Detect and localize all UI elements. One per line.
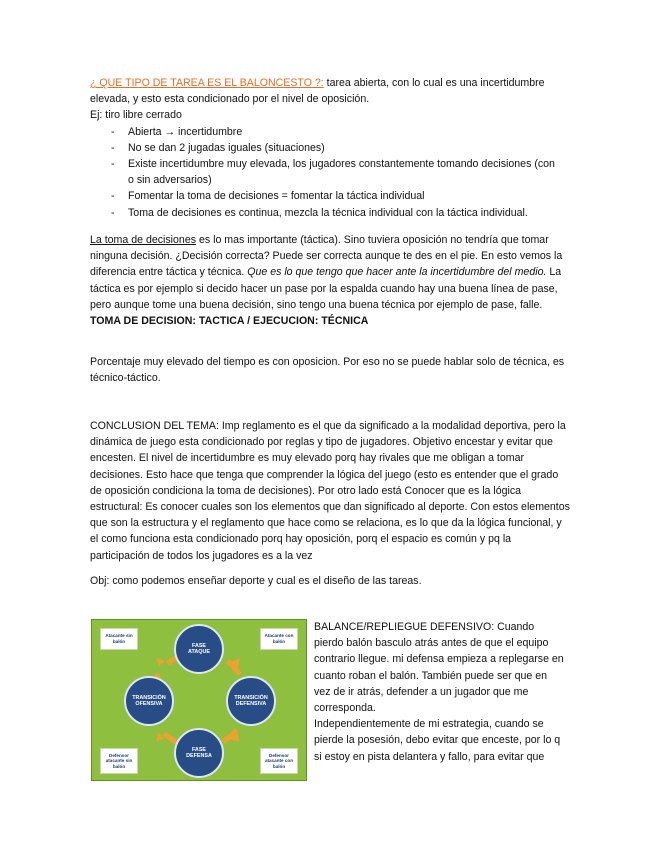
phase-attack-label: FASE ATAQUE (188, 642, 210, 655)
phase-defensive-transition-label: TRANSICIÓN DEFENSIVA (234, 694, 268, 707)
decision-text-a: es lo mas importante (táctica). Sino tuviera oposición no tendría que tomar ninguna decisión. ¿Decisión correcta? Puede ser correcta aunque te des en el pie. En esto vemos la diferencia entre táctica y técnica. (90, 234, 563, 279)
list-item: - No se dan 2 jugadas iguales (situaciones) (90, 140, 570, 156)
balance-section (314, 619, 564, 765)
phase-defensive-transition (226, 676, 276, 726)
phase-defense (174, 728, 224, 778)
list-item: - Abierta → incertidumbre (90, 124, 570, 140)
arrow-head-icon (156, 658, 165, 666)
phase-offensive-transition-label: TRANSICIÓN OFENSIVA (132, 694, 166, 707)
tactic-technique-line: TOMA DE DECISION: TACTICA / EJECUCION: TÉCNICA (90, 315, 369, 328)
balance-paragraph-1: BALANCE/REPLIEGUE DEFENSIVO: Cuando pierdo balón basculo atrás antes de que el equipo contrario llegue. mi defensa empieza a replegarse en cuanto roban el balón. También puede ser que en vez de ir atrás, defender a un jugador que me corresponda. (314, 621, 564, 715)
list-item: - Fomentar la toma de decisiones = fomentar la táctica individual (90, 188, 570, 204)
corner-attacker-with-ball: Atacante con balón (260, 628, 298, 650)
percent-paragraph: Porcentaje muy elevado del tiempo es con oposicion. Por eso no se puede hablar solo de técnica, es técnico-táctico. (90, 356, 565, 385)
corner-defender-without-ball: Defensor atacante sin balón (100, 748, 138, 774)
balance-paragraph-2: Independientemente de mi estrategia, cuando se pierde la posesión, debo evitar que enceste, por lo q si estoy en pista delantera y fallo, para evitar que (314, 718, 561, 763)
task-question-heading: ¿ QUE TIPO DE TAREA ES EL BALONCESTO ?: (90, 77, 324, 89)
conclusion-paragraph: CONCLUSION DEL TEMA: Imp reglamento es el que da significado a la modalidad deportiva, pero la dinámica de juego esta condicionado por reglas y tipo de jugadores. Objetivo encestar y evitar que encesten. El nivel de incertidumbre es muy elevado porq hay rivales que me obligan a tomar decisiones. Esto hace que tenga que comprender la lógica del juego (esto es entender que el grado de oposición condiciona la toma de decisiones). Por otro lado está Conocer que es la lógica estructural: Es conocer cuales son los elementos que dan significado al deporte. Con estos elementos que son la estructura y el reglamento que hace como se relaciona, es lo que da la lógica funcional, y el como funciona esta condicionado porq hay oposición, porq el espacio es común y pq la participación de todos los jugadores es a la vez (90, 420, 570, 562)
phase-attack (174, 624, 224, 674)
intro-block (90, 75, 570, 221)
bullet-list (90, 124, 570, 221)
example-line: Ej: tiro libre cerrado (90, 109, 182, 122)
corner-defender-with-ball: Defensor atacante con balón (260, 748, 298, 774)
list-item: - Existe incertidumbre muy elevada, los jugadores constantemente tomando decisiones (con o sin adversarios) (90, 156, 570, 188)
decision-block (90, 232, 570, 329)
decision-paragraph (90, 232, 570, 313)
task-question-rest: tarea abierta, con lo cual es una incertidumbre (323, 77, 545, 89)
objective-line: Obj: como podemos enseñar deporte y cual es el diseño de las tareas. (90, 575, 422, 587)
decision-heading: La toma de decisiones (90, 234, 197, 246)
list-item: - Toma de decisiones es continua, mezcla la técnica individual con la táctica individual. (90, 205, 570, 221)
game-phases-diagram (91, 619, 307, 781)
task-question-line2: elevada, y esto esta condicionado por el nivel de oposición. (90, 93, 370, 106)
corner-attacker-without-ball: Atacante sin balón (100, 628, 138, 650)
phase-defense-label: FASE DEFENSA (186, 746, 212, 759)
decision-italic: Que es lo que tengo que hacer ante la incertidumbre del medio. (247, 266, 547, 279)
phase-offensive-transition (124, 676, 174, 726)
arrow-head-icon (156, 733, 164, 742)
task-question (90, 75, 570, 91)
decision-text-b: La táctica es por ejemplo si decido hacer un pase por la espalda cuando hay una buena línea de pase, pero aunque tome una buena decisión, sino tengo una buena técnica por ejemplo de pase, falle. (90, 266, 562, 311)
